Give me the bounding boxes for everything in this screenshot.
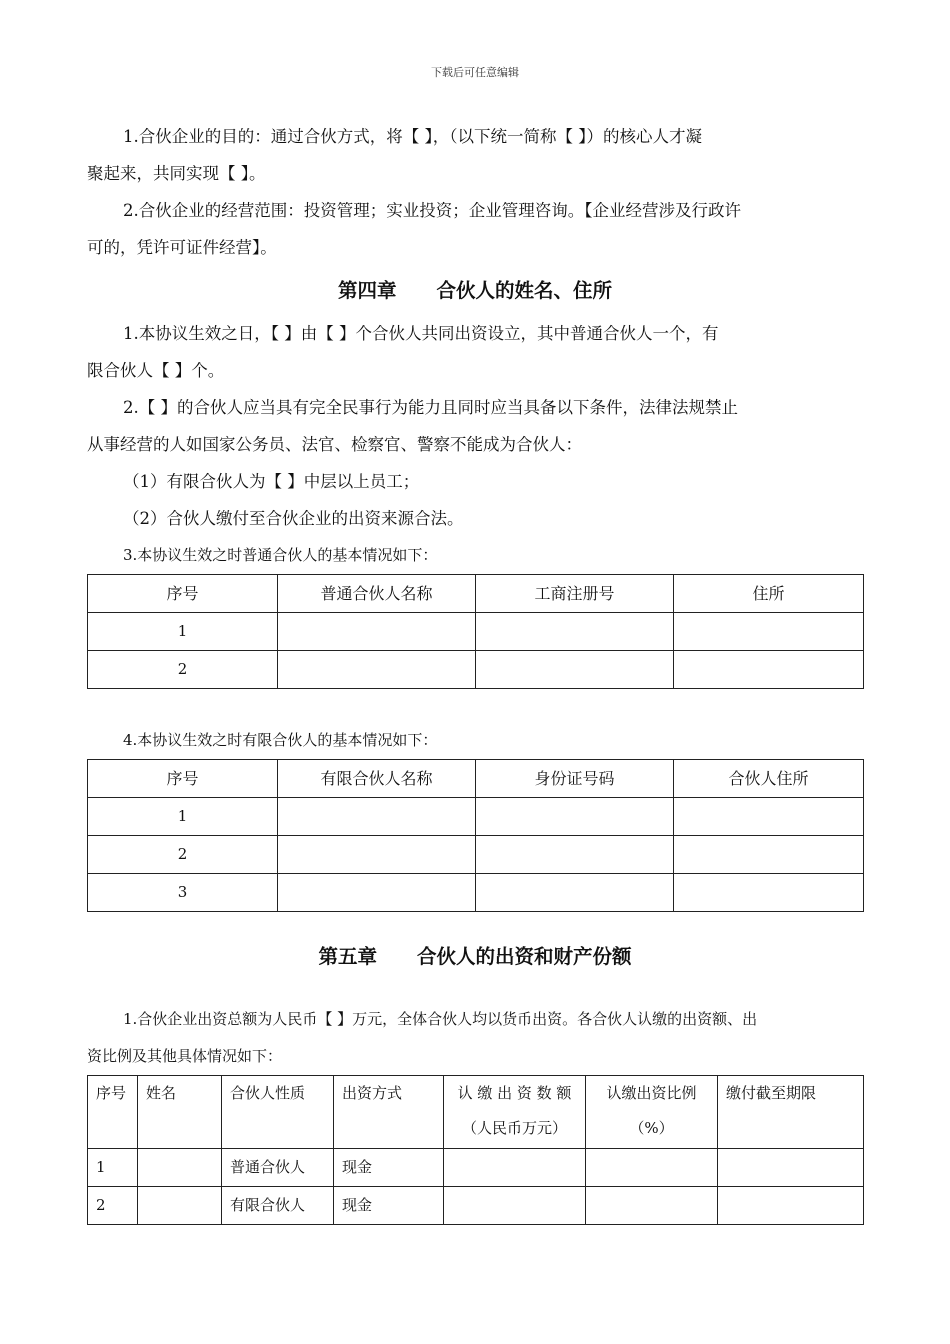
ratio-header-line-2: （%） bbox=[629, 1119, 674, 1137]
table-cell bbox=[674, 874, 864, 912]
ch4-p1-line-1: 1.本协议生效之日，【 】由【 】个合伙人共同出资设立，其中普通合伙人一个，有 bbox=[123, 324, 719, 343]
ch4-p1-line-2: 限合伙人【 】个。 bbox=[87, 361, 225, 380]
row-number-cell: 2 bbox=[88, 1187, 138, 1225]
ch4-p4: 4.本协议生效之时有限合伙人的基本情况如下： bbox=[123, 731, 438, 749]
table-cell bbox=[718, 1187, 864, 1225]
table-header-cell: 序号 bbox=[88, 1076, 138, 1149]
contribution-method-cell: 现金 bbox=[334, 1187, 444, 1225]
table-header-cell bbox=[444, 1076, 586, 1149]
chapter-5-heading bbox=[87, 938, 863, 975]
table-header-row bbox=[88, 760, 864, 798]
chapter-5-number: 第五章 bbox=[318, 945, 377, 968]
table-cell bbox=[674, 651, 864, 689]
table-row bbox=[88, 874, 864, 912]
ratio-header-line-1: 认缴出资比例 bbox=[606, 1084, 697, 1102]
table-cell bbox=[586, 1149, 718, 1187]
ch4-p3: 3.本协议生效之时普通合伙人的基本情况如下： bbox=[123, 546, 438, 564]
table-cell bbox=[278, 874, 476, 912]
table-header-row bbox=[88, 575, 864, 613]
table-row bbox=[88, 651, 864, 689]
ch4-p2-line-1: 2.【 】的合伙人应当具有完全民事行为能力且同时应当具备以下条件，法律法规禁止 bbox=[123, 398, 738, 417]
row-number-cell: 1 bbox=[88, 613, 278, 651]
table-cell bbox=[278, 651, 476, 689]
document-body bbox=[87, 118, 863, 1225]
table-header-cell: 有限合伙人名称 bbox=[278, 760, 476, 798]
purpose-line-2: 聚起来，共同实现【 】。 bbox=[87, 164, 266, 183]
table-header-cell: 序号 bbox=[88, 760, 278, 798]
general-partner-table bbox=[87, 574, 864, 689]
ch5-p1-line-2: 资比例及其他具体情况如下： bbox=[87, 1047, 283, 1065]
table-cell bbox=[476, 874, 674, 912]
table-header-cell: 合伙人住所 bbox=[674, 760, 864, 798]
scope-line-2: 可的，凭许可证件经营】。 bbox=[87, 238, 277, 257]
table-row bbox=[88, 1149, 864, 1187]
ch4-condition-2: （2）合伙人缴付至合伙企业的出资来源合法。 bbox=[123, 509, 464, 528]
table-header-cell: 工商注册号 bbox=[476, 575, 674, 613]
row-number-cell: 2 bbox=[88, 651, 278, 689]
row-number-cell: 1 bbox=[88, 1149, 138, 1187]
table-cell bbox=[444, 1187, 586, 1225]
ch5-p1-line-1: 1.合伙企业出资总额为人民币【 】万元，全体合伙人均以货币出资。各合伙人认缴的出资额、出 bbox=[123, 1010, 758, 1028]
table-cell bbox=[278, 613, 476, 651]
table-cell bbox=[138, 1149, 222, 1187]
row-number-cell: 1 bbox=[88, 798, 278, 836]
partner-type-cell: 有限合伙人 bbox=[222, 1187, 334, 1225]
row-number-cell: 3 bbox=[88, 874, 278, 912]
table-cell bbox=[586, 1187, 718, 1225]
table-row bbox=[88, 613, 864, 651]
table-row bbox=[88, 1187, 864, 1225]
table-header-cell bbox=[586, 1076, 718, 1149]
ch4-condition-1: （1）有限合伙人为【 】中层以上员工； bbox=[123, 472, 420, 491]
table-header-cell: 出资方式 bbox=[334, 1076, 444, 1149]
table-header-cell: 姓名 bbox=[138, 1076, 222, 1149]
capital-contribution-table bbox=[87, 1075, 864, 1225]
table-row bbox=[88, 836, 864, 874]
page-header: 下载后可任意编辑 bbox=[431, 66, 519, 79]
partner-type-cell: 普通合伙人 bbox=[222, 1149, 334, 1187]
table-cell bbox=[476, 836, 674, 874]
table-cell bbox=[278, 798, 476, 836]
table-header-row bbox=[88, 1076, 864, 1149]
chapter-4-title: 合伙人的姓名、住所 bbox=[436, 279, 613, 302]
chapter-4-heading bbox=[87, 272, 863, 309]
amount-header-line-2: （人民币万元） bbox=[461, 1119, 567, 1137]
contribution-method-cell: 现金 bbox=[334, 1149, 444, 1187]
chapter-5-title: 合伙人的出资和财产份额 bbox=[417, 945, 632, 968]
table-cell bbox=[278, 836, 476, 874]
limited-partner-table bbox=[87, 759, 864, 912]
purpose-line-1: 1.合伙企业的目的：通过合伙方式，将【 】，（以下统一简称【 】）的核心人才凝 bbox=[123, 127, 702, 146]
ch4-p2-line-2: 从事经营的人如国家公务员、法官、检察官、警察不能成为合伙人： bbox=[87, 435, 582, 454]
table-cell bbox=[444, 1149, 586, 1187]
table-cell bbox=[718, 1149, 864, 1187]
table-header-cell: 普通合伙人名称 bbox=[278, 575, 476, 613]
table-header-cell: 住所 bbox=[674, 575, 864, 613]
table-header-cell: 序号 bbox=[88, 575, 278, 613]
table-cell bbox=[674, 836, 864, 874]
scope-line-1: 2.合伙企业的经营范围：投资管理；实业投资；企业管理咨询。【企业经营涉及行政许 bbox=[123, 201, 741, 220]
table-header-cell: 合伙人性质 bbox=[222, 1076, 334, 1149]
row-number-cell: 2 bbox=[88, 836, 278, 874]
table-cell bbox=[674, 613, 864, 651]
table-cell bbox=[138, 1187, 222, 1225]
amount-header-line-1: 认 缴 出 资 数 额 bbox=[457, 1084, 572, 1102]
table-cell bbox=[476, 613, 674, 651]
table-cell bbox=[476, 798, 674, 836]
table-cell bbox=[674, 798, 864, 836]
table-header-cell: 身份证号码 bbox=[476, 760, 674, 798]
table-row bbox=[88, 798, 864, 836]
table-cell bbox=[476, 651, 674, 689]
chapter-4-number: 第四章 bbox=[337, 279, 397, 302]
table-header-cell: 缴付截至期限 bbox=[718, 1076, 864, 1149]
